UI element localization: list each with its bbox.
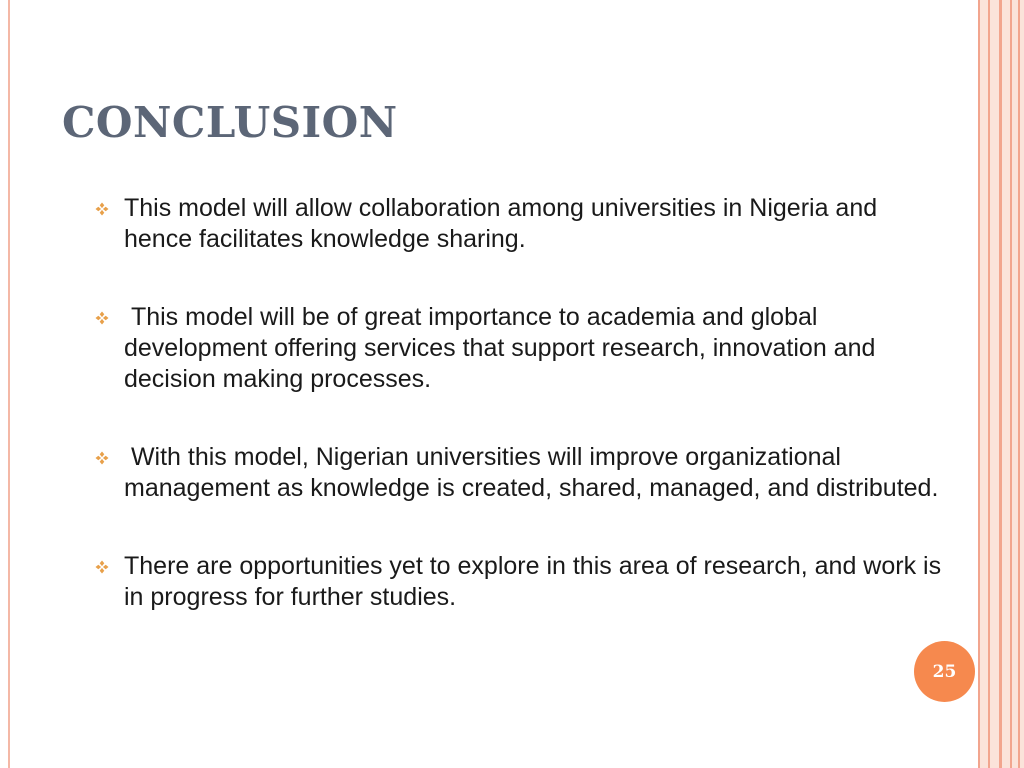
- right-stripe: [1010, 0, 1012, 768]
- right-stripe: [978, 0, 980, 768]
- bullet-text: This model will allow collaboration among universities in Nigeria and hence facilitates knowledge sharing.: [124, 194, 878, 253]
- right-stripe: [1018, 0, 1020, 768]
- bullet-text: With this model, Nigerian universities will improve organizational management as knowledge is created, shared, managed, and distributed.: [124, 443, 939, 502]
- right-stripe: [988, 0, 990, 768]
- bullet-item: [95, 302, 945, 395]
- page-number-badge: [914, 641, 975, 702]
- left-border-line: [8, 0, 10, 768]
- bullet-list: [95, 193, 945, 660]
- page-number: 25: [932, 661, 957, 682]
- bullet-text: This model will be of great importance to academia and global development offering services that support research, innovation and decision making processes.: [124, 303, 883, 393]
- four-diamond-bullet-icon: [95, 560, 109, 574]
- bullet-item: [95, 193, 945, 255]
- slide-title: CONCLUSION: [62, 98, 398, 147]
- bullet-item: [95, 551, 945, 613]
- four-diamond-bullet-icon: [95, 451, 109, 465]
- bullet-item: [95, 442, 945, 504]
- right-stripe: [999, 0, 1002, 768]
- four-diamond-bullet-icon: [95, 311, 109, 325]
- four-diamond-bullet-icon: [95, 202, 109, 216]
- bullet-text: There are opportunities yet to explore in this area of research, and work is in progress for further studies.: [124, 552, 942, 611]
